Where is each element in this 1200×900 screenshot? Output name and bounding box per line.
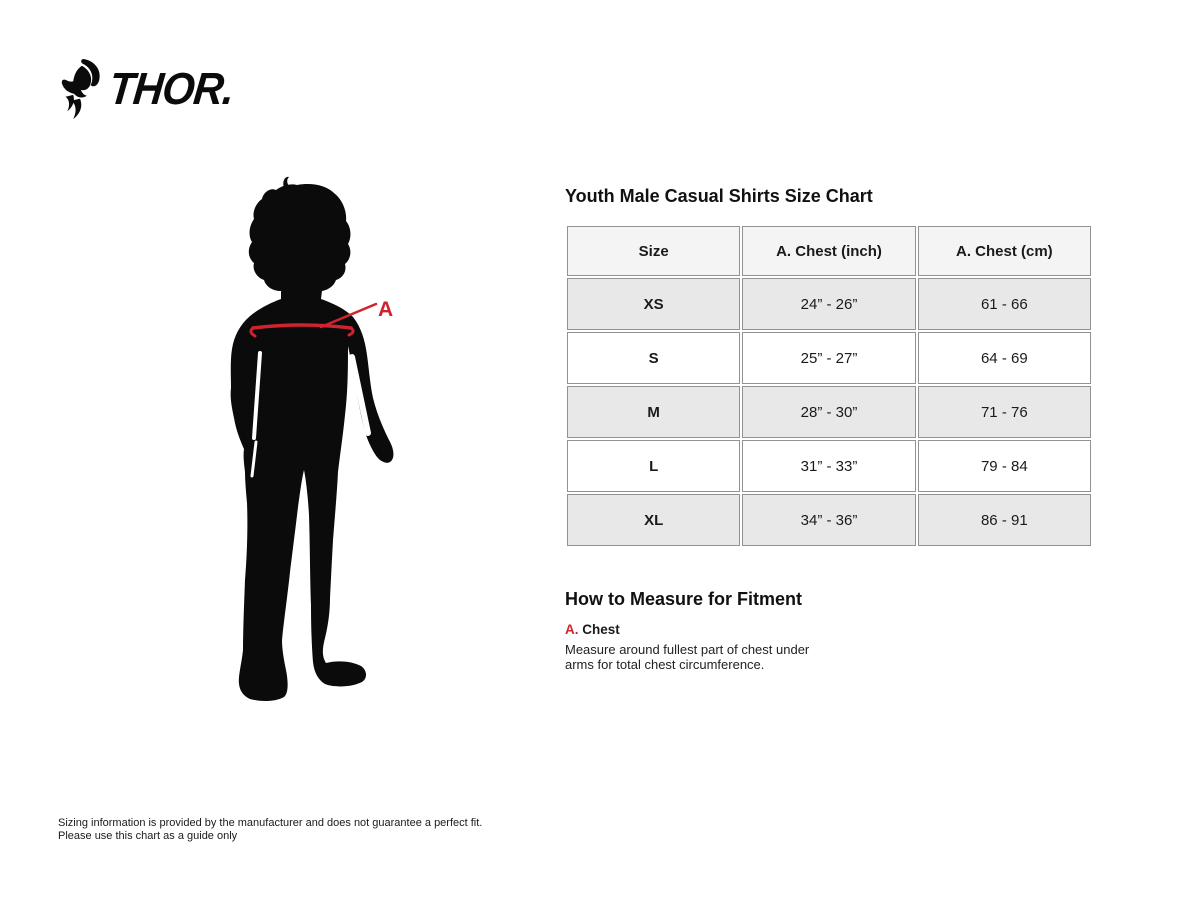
table-header-row [567, 226, 1091, 276]
chest-inch-value: 25” - 27” [742, 332, 915, 384]
table-row-xs [567, 278, 1091, 330]
brand-logo [58, 58, 241, 120]
size-value: M [567, 386, 740, 438]
measure-item-title [565, 622, 815, 637]
size-chart-table [565, 224, 1093, 548]
chest-cm-value: 64 - 69 [918, 332, 1091, 384]
chest-inch-value: 28” - 30” [742, 386, 915, 438]
size-value: S [567, 332, 740, 384]
chest-cm-value: 61 - 66 [918, 278, 1091, 330]
column-header-size: Size [567, 226, 740, 276]
size-value: L [567, 440, 740, 492]
column-header-chest-cm: A. Chest (cm) [918, 226, 1091, 276]
disclaimer [58, 817, 482, 843]
table-row-xl [567, 494, 1091, 546]
column-header-chest-inch: A. Chest (inch) [742, 226, 915, 276]
chest-inch-value: 34” - 36” [742, 494, 915, 546]
size-value: XS [567, 278, 740, 330]
chest-inch-value: 31” - 33” [742, 440, 915, 492]
disclaimer-line-2: Please use this chart as a guide only [58, 829, 238, 842]
measure-item-description: Measure around fullest part of chest under arms for total chest circumference. [565, 642, 810, 673]
measure-guide-item-a [565, 622, 815, 673]
chest-cm-value: 86 - 91 [918, 494, 1091, 546]
annotation-label-a: A [378, 298, 394, 321]
measurement-figure [195, 168, 485, 718]
silhouette-hair-tuft [283, 177, 290, 188]
size-chart-title: Youth Male Casual Shirts Size Chart [565, 186, 873, 206]
youth-silhouette [195, 168, 485, 718]
measure-item-name: Chest [582, 622, 620, 637]
goat-head-icon [58, 58, 102, 120]
chest-inch-value: 24” - 26” [742, 278, 915, 330]
brand-logo-text: THOR. [106, 63, 237, 114]
chest-cm-value: 79 - 84 [918, 440, 1091, 492]
table-row-m [567, 386, 1091, 438]
table-row-s [567, 332, 1091, 384]
chest-cm-value: 71 - 76 [918, 386, 1091, 438]
disclaimer-line-1: Sizing information is provided by the manufacturer and does not guarantee a perfect fit. [58, 817, 483, 829]
measure-guide-heading: How to Measure for Fitment [565, 589, 803, 609]
measure-item-key: A. [565, 622, 579, 637]
table-row-l [567, 440, 1091, 492]
size-value: XL [567, 494, 740, 546]
